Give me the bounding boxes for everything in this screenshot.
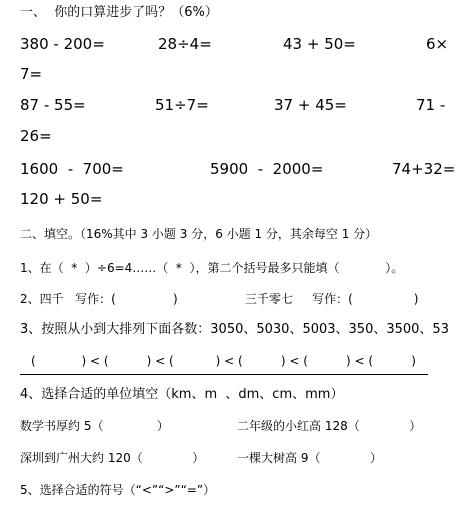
question-1: 1、在（ * ）÷6=4……（ * ），第二个括号最多只能填（ ）。 [20,261,404,275]
section2-heading: 二、填空。（16%其中 3 小题 3 分，6 小题 1 分，其余每空 1 分） [20,227,378,241]
question-4: 4、选择合适的单位填空（km、m 、dm、cm、mm） [20,387,344,402]
arith-row2-wrap: 26= [20,127,52,145]
arith-row1-item1: 380 - 200= [20,35,105,53]
arith-row3-item2: 5900 - 2000= [210,160,324,178]
question-4c: 深圳到广州大约 120（ ） [20,451,205,465]
arith-row1-item3: 43 + 50= [283,35,356,53]
question-3: 3、按照从小到大排列下面各数：3050、5030、5003、350、3500、53 [20,322,449,337]
arith-row2-item3: 37 + 45= [274,96,347,114]
question-4d: 一棵大树高 9（ ） [237,451,383,465]
arith-row1-item2: 28÷4= [158,35,212,53]
arith-row3-item3: 74+32= [392,160,456,178]
arith-row2-item4: 71 - [416,96,446,114]
question-3-blanks: ( ) < ( ) < ( ) < ( ) < ( ) < ( ) [31,354,416,368]
arith-row3-item1: 1600 - 700= [20,160,124,178]
question-2a: 2、四千 写作：( ) [20,292,178,306]
arith-row2-item1: 87 - 55= [20,96,86,114]
arith-row1-item4: 6× [426,35,449,53]
arith-row3-wrap: 120 + 50= [20,190,103,208]
answer-underline [20,374,428,375]
question-4b: 二年级的小红高 128（ ） [237,419,422,433]
question-4a: 数学书厚约 5（ ） [20,419,169,433]
question-2b: 三千零七 写作：( ) [245,292,419,306]
section1-heading: 一、 你的口算进步了吗？（6%） [20,5,218,20]
question-5: 5、选择合适的符号（“<”“>”“=”） [20,483,216,497]
arith-row2-item2: 51÷7= [155,96,209,114]
arith-row1-wrap: 7= [20,65,43,83]
